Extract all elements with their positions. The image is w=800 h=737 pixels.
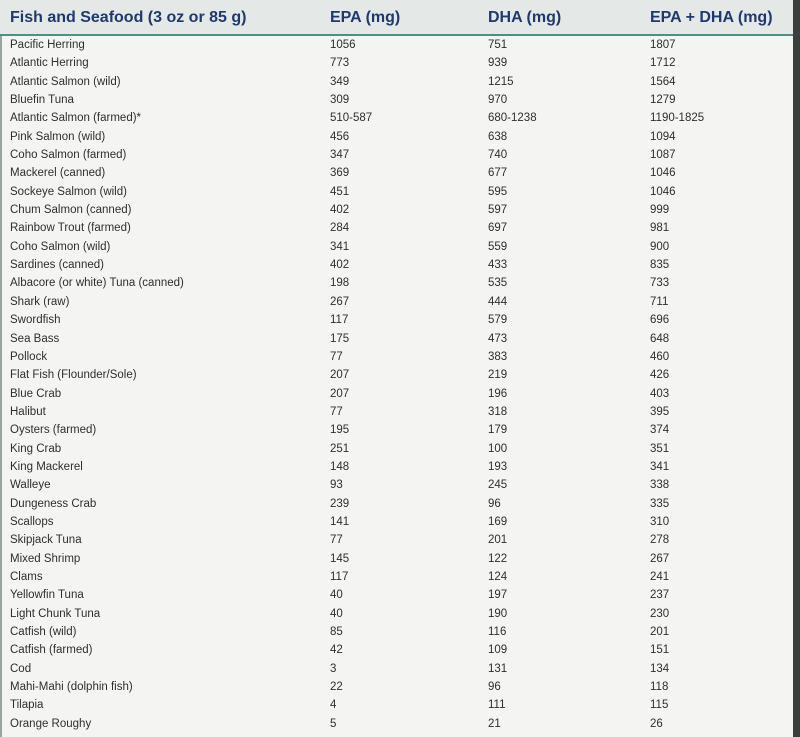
cell-epa: 347 [330,149,350,162]
header-epa-plus-dha: EPA + DHA (mg) [650,9,773,26]
cell-epa: 207 [330,387,350,400]
cell-epa-plus-dha: 460 [650,350,670,363]
cell-dha: 21 [488,717,501,730]
table-row [0,386,793,404]
cell-fish-name: Scallops [10,515,54,528]
cell-epa: 148 [330,460,350,473]
table-row [0,514,793,532]
cell-fish-name: Atlantic Salmon (farmed)* [10,112,142,125]
table-row [0,404,793,422]
table-row [0,679,793,697]
cell-dha: 124 [488,570,508,583]
cell-epa: 198 [330,277,350,290]
cell-epa-plus-dha: 999 [650,204,670,217]
table-row [0,312,793,330]
cell-epa-plus-dha: 1046 [650,185,676,198]
cell-epa: 207 [330,369,350,382]
cell-epa-plus-dha: 900 [650,240,670,253]
cell-epa: 195 [330,424,350,437]
cell-dha: 196 [488,387,508,400]
table-row [0,661,793,679]
cell-epa: 42 [330,644,343,657]
cell-epa: 5 [330,717,337,730]
cell-epa-plus-dha: 374 [650,424,670,437]
cell-fish-name: King Mackerel [10,460,83,473]
cell-epa: 1056 [330,39,356,51]
cell-fish-name: Atlantic Herring [10,57,89,70]
cell-fish-name: Rainbow Trout (farmed) [10,222,131,235]
cell-dha: 579 [488,314,508,327]
cell-epa: 284 [330,222,350,235]
cell-dha: 111 [488,699,506,712]
cell-fish-name: Oysters (farmed) [10,424,97,437]
cell-epa: 3 [330,662,337,675]
cell-fish-name: King Crab [10,442,62,455]
table-row [0,37,793,55]
cell-dha: 190 [488,607,508,620]
table-row [0,569,793,587]
cell-dha: 444 [488,295,508,308]
cell-fish-name: Skipjack Tuna [10,534,82,547]
cell-dha: 638 [488,130,508,143]
cell-dha: 109 [488,644,508,657]
cell-fish-name: Bluefin Tuna [10,94,74,107]
cell-epa: 40 [330,589,343,602]
cell-epa-plus-dha: 338 [650,479,670,492]
cell-fish-name: Orange Roughy [10,717,92,730]
table-row [0,110,793,128]
cell-dha: 740 [488,149,508,162]
cell-epa: 341 [330,240,350,253]
cell-fish-name: Pink Salmon (wild) [10,130,106,143]
cell-dha: 677 [488,167,508,180]
table-row [0,202,793,220]
cell-dha: 96 [488,681,501,694]
cell-fish-name: Mackerel (canned) [10,167,106,180]
cell-epa-plus-dha: 395 [650,405,670,418]
cell-epa-plus-dha: 1087 [650,149,676,162]
cell-dha: 680-1238 [488,112,537,125]
header-dha: DHA (mg) [488,9,562,26]
cell-epa: 239 [330,497,350,510]
table-row [0,532,793,550]
table-row [0,239,793,257]
cell-fish-name: Sardines (canned) [10,259,104,272]
cell-dha: 179 [488,424,508,437]
table-row [0,551,793,569]
cell-dha: 245 [488,479,508,492]
cell-dha: 122 [488,552,508,565]
table-body [0,37,793,734]
cell-epa-plus-dha: 981 [650,222,670,235]
cell-fish-name: Albacore (or white) Tuna (canned) [10,277,184,290]
cell-fish-name: Pacific Herring [10,39,85,51]
table-row [0,697,793,715]
cell-fish-name: Blue Crab [10,387,62,400]
cell-epa-plus-dha: 341 [650,460,670,473]
cell-epa: 309 [330,94,350,107]
cell-dha: 433 [488,259,508,272]
cell-dha: 473 [488,332,508,345]
cell-epa-plus-dha: 237 [650,589,670,602]
cell-epa-plus-dha: 267 [650,552,670,565]
cell-dha: 970 [488,94,508,107]
table-row [0,477,793,495]
cell-epa: 773 [330,57,350,70]
cell-fish-name: Walleye [10,479,51,492]
cell-fish-name: Mahi-Mahi (dolphin fish) [10,681,133,694]
table-row [0,349,793,367]
cell-epa: 451 [330,185,350,198]
cell-epa-plus-dha: 1712 [650,57,676,70]
cell-epa: 117 [330,314,349,327]
cell-dha: 193 [488,460,508,473]
table-row [0,92,793,110]
table-row [0,716,793,734]
table-row [0,459,793,477]
table-row [0,624,793,642]
cell-epa: 369 [330,167,350,180]
cell-epa: 267 [330,295,350,308]
cell-fish-name: Dungeness Crab [10,497,97,510]
cell-dha: 116 [488,626,507,638]
cell-fish-name: Catfish (farmed) [10,644,93,657]
cell-dha: 1215 [488,75,514,88]
cell-epa: 77 [330,534,343,547]
cell-epa: 77 [330,405,343,418]
cell-epa: 145 [330,552,350,565]
cell-fish-name: Coho Salmon (wild) [10,240,111,253]
cell-epa-plus-dha: 1807 [650,39,676,51]
cell-epa-plus-dha: 696 [650,314,670,327]
cell-dha: 219 [488,369,508,382]
cell-epa: 93 [330,479,343,492]
cell-fish-name: Tilapia [10,699,44,712]
cell-dha: 96 [488,497,501,510]
table-row [0,184,793,202]
cell-fish-name: Yellowfin Tuna [10,589,84,602]
table-row [0,642,793,660]
cell-fish-name: Mixed Shrimp [10,552,81,565]
cell-fish-name: Sockeye Salmon (wild) [10,185,127,198]
cell-epa-plus-dha: 1094 [650,130,676,143]
cell-fish-name: Flat Fish (Flounder/Sole) [10,369,137,382]
cell-epa: 40 [330,607,343,620]
cell-epa: 402 [330,204,350,217]
table-row [0,257,793,275]
header-fish-and-seafood: Fish and Seafood (3 oz or 85 g) [10,9,247,26]
screen-edge [793,0,800,737]
cell-epa-plus-dha: 648 [650,332,670,345]
table-row [0,606,793,624]
cell-dha: 595 [488,185,508,198]
cell-fish-name: Cod [10,662,32,675]
cell-epa: 141 [330,515,350,528]
cell-epa: 85 [330,626,343,638]
table-row [0,275,793,293]
cell-epa-plus-dha: 426 [650,369,670,382]
cell-fish-name: Catfish (wild) [10,626,77,638]
table-row [0,129,793,147]
cell-epa-plus-dha: 1046 [650,167,676,180]
cell-epa-plus-dha: 118 [650,681,669,694]
cell-dha: 100 [488,442,508,455]
cell-fish-name: Sea Bass [10,332,60,345]
cell-epa-plus-dha: 711 [650,295,669,308]
cell-epa: 251 [330,442,350,455]
cell-epa-plus-dha: 230 [650,607,670,620]
cell-dha: 697 [488,222,508,235]
table-row [0,55,793,73]
cell-dha: 383 [488,350,508,363]
cell-dha: 201 [488,534,508,547]
cell-epa: 22 [330,681,343,694]
cell-dha: 318 [488,405,508,418]
cell-epa: 349 [330,75,350,88]
table-row [0,220,793,238]
header-epa: EPA (mg) [330,9,401,26]
table-row [0,367,793,385]
cell-dha: 751 [488,39,508,51]
cell-fish-name: Chum Salmon (canned) [10,204,132,217]
cell-fish-name: Halibut [10,405,46,418]
cell-epa: 456 [330,130,350,143]
table-row [0,587,793,605]
cell-fish-name: Coho Salmon (farmed) [10,149,127,162]
cell-epa-plus-dha: 201 [650,626,670,638]
cell-epa: 4 [330,699,337,712]
cell-epa-plus-dha: 241 [650,570,670,583]
cell-dha: 197 [488,589,508,602]
cell-epa-plus-dha: 835 [650,259,670,272]
cell-fish-name: Pollock [10,350,48,363]
cell-epa-plus-dha: 733 [650,277,670,290]
cell-fish-name: Light Chunk Tuna [10,607,101,620]
cell-epa-plus-dha: 1564 [650,75,676,88]
cell-epa-plus-dha: 1279 [650,94,676,107]
table-row [0,74,793,92]
table-row [0,441,793,459]
cell-epa-plus-dha: 335 [650,497,670,510]
cell-epa: 117 [330,570,349,583]
cell-epa: 402 [330,259,350,272]
cell-epa-plus-dha: 151 [650,644,670,657]
cell-epa-plus-dha: 115 [650,699,669,712]
cell-dha: 169 [488,515,508,528]
cell-dha: 597 [488,204,508,217]
cell-dha: 559 [488,240,508,253]
table-row [0,331,793,349]
table-header-row [0,0,793,36]
table-row [0,422,793,440]
table-row [0,165,793,183]
table-row [0,294,793,312]
cell-dha: 939 [488,57,508,70]
cell-epa-plus-dha: 1190-1825 [650,112,705,125]
cell-epa: 77 [330,350,343,363]
cell-epa-plus-dha: 134 [650,662,670,675]
cell-epa: 175 [330,332,350,345]
cell-epa-plus-dha: 310 [650,515,670,528]
table-row [0,147,793,165]
cell-dha: 131 [488,662,508,675]
cell-epa-plus-dha: 26 [650,717,663,730]
cell-fish-name: Swordfish [10,314,61,327]
cell-epa-plus-dha: 403 [650,387,670,400]
cell-fish-name: Atlantic Salmon (wild) [10,75,121,88]
cell-dha: 535 [488,277,508,290]
cell-fish-name: Shark (raw) [10,295,70,308]
cell-fish-name: Clams [10,570,43,583]
cell-epa-plus-dha: 278 [650,534,670,547]
table-row [0,496,793,514]
cell-epa: 510-587 [330,112,373,125]
cell-epa-plus-dha: 351 [650,442,670,455]
